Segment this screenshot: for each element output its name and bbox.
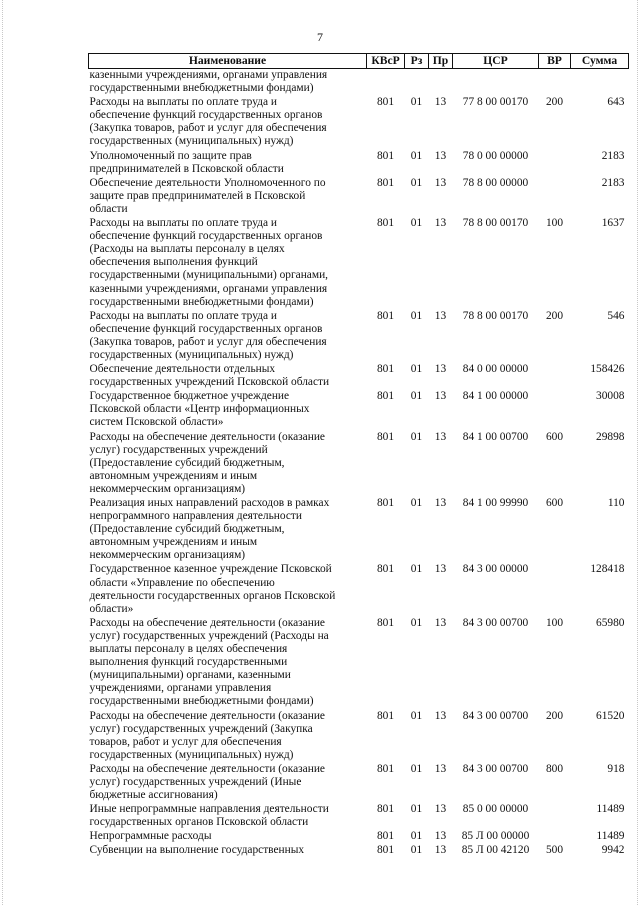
cell-rz: 01: [410, 96, 423, 109]
cell-sum: 30008: [596, 390, 625, 403]
table-row: [89, 617, 629, 710]
table-row: [89, 363, 629, 390]
cell-rz: 01: [410, 176, 423, 189]
cell-rz: 01: [410, 844, 423, 857]
cell-pr: 13: [434, 363, 447, 376]
page-number: 7: [317, 30, 323, 44]
cell-sum: 158426: [590, 363, 625, 376]
cell-pr: 13: [434, 844, 447, 857]
cell-kvsr: 801: [376, 830, 395, 843]
table-row: [89, 150, 629, 177]
cell-csr: 84 1 00 99990: [462, 497, 529, 509]
cell-kvsr: 801: [376, 762, 395, 775]
cell-sum: 1637: [601, 217, 625, 230]
cell-name: Расходы на выплаты по оплате труда и обеспечение функций государственных органов (Закупка товаров, работ и услуг для обеспечения государственных (муниципальных) нужд): [89, 309, 327, 361]
cell-csr: 84 3 00 00700: [462, 616, 529, 629]
cell-csr: 84 3 00 00700: [462, 762, 529, 775]
cell-rz: 01: [410, 563, 423, 576]
cell-rz: 01: [410, 830, 423, 843]
cell-vr: 200: [545, 709, 564, 722]
cell-name: Непрограммные расходы: [89, 830, 212, 843]
cell-csr: 84 1 00 00000: [462, 390, 529, 403]
budget-table: [88, 53, 629, 859]
cell-kvsr: 801: [376, 430, 395, 443]
table-row: [89, 497, 629, 563]
header-kvsr: КВсР: [367, 54, 405, 69]
header-rz: Рз: [405, 54, 429, 69]
table-row: [89, 563, 629, 616]
header-csr: ЦСР: [453, 54, 539, 69]
cell-rz: 01: [410, 390, 423, 403]
header-pr: Пр: [429, 54, 453, 69]
header-vr: ВР: [539, 54, 571, 69]
cell-pr: 13: [434, 390, 447, 403]
cell-name: Расходы на обеспечение деятельности (оказание услуг) государственных учреждений (Иные бюджетные ассигнования): [89, 762, 325, 802]
cell-vr: 800: [545, 762, 564, 775]
cell-rz: 01: [410, 430, 423, 443]
cell-name: Государственное казенное учреждение Псковской области «Управление по обеспечению деятельности государственных органов Псковской области»: [89, 563, 336, 615]
scan-edge-left: [2, 0, 3, 905]
cell-kvsr: 801: [376, 709, 395, 722]
cell-kvsr: 801: [376, 803, 395, 816]
cell-csr: 84 1 00 00700: [462, 430, 529, 443]
cell-name: Обеспечение деятельности отдельных государственных учреждений Псковской области: [89, 363, 330, 389]
cell-vr: [539, 69, 571, 97]
cell-kvsr: 801: [376, 844, 395, 857]
cell-pr: 13: [434, 176, 447, 189]
table-row: [89, 710, 629, 763]
cell-csr: 85 0 00 00000: [462, 803, 529, 816]
cell-sum: 2183: [601, 176, 625, 189]
cell-vr: 200: [545, 96, 564, 109]
table-row: [89, 217, 629, 310]
table-row: [89, 310, 629, 363]
cell-rz: [405, 69, 429, 97]
table-row: [89, 830, 629, 844]
cell-name: Уполномоченный по защите прав предпринимателей в Псковской области: [89, 149, 284, 175]
cell-vr: [539, 803, 571, 830]
cell-name: Государственное бюджетное учреждение Псковской области «Центр информационных систем Псковской области»: [89, 390, 310, 429]
cell-rz: 01: [410, 497, 423, 509]
table-row: [89, 763, 629, 803]
cell-kvsr: [367, 69, 405, 97]
header-name: Наименование: [89, 54, 367, 69]
cell-name: Расходы на обеспечение деятельности (оказание услуг) государственных учреждений (Расходы на выплаты персоналу в целях обеспечения выполнения функций государственными (муниципальными) органами, казенными учреждениями, органами управления государственными внебюджетными фондами): [89, 616, 329, 708]
cell-name: Обеспечение деятельности Уполномоченного по защите прав предпринимателей в Псковской области: [89, 176, 326, 215]
cell-pr: 13: [434, 762, 447, 775]
cell-sum: 546: [607, 309, 625, 322]
cell-sum: 110: [607, 497, 625, 509]
cell-name: казенными учреждениями, органами управления государственными внебюджетными фондами): [89, 69, 328, 95]
cell-vr: 600: [545, 430, 564, 443]
table-row: [89, 390, 629, 430]
cell-rz: 01: [410, 363, 423, 376]
header-sum: Сумма: [571, 54, 629, 69]
cell-pr: 13: [434, 149, 447, 162]
cell-pr: 13: [434, 430, 447, 443]
table-row: [89, 96, 629, 149]
cell-pr: 13: [434, 563, 447, 576]
table-row: [89, 177, 629, 217]
cell-csr: 78 8 00 00170: [462, 309, 529, 322]
table-row: [89, 431, 629, 497]
cell-name: Расходы на выплаты по оплате труда и обеспечение функций государственных органов (Закупка товаров, работ и услуг для обеспечения государственных (муниципальных) нужд): [89, 96, 327, 148]
cell-kvsr: 801: [376, 309, 395, 322]
cell-rz: 01: [410, 762, 423, 775]
cell-rz: 01: [410, 149, 423, 162]
cell-sum: 29898: [596, 430, 625, 443]
cell-kvsr: 801: [376, 96, 395, 109]
table-header-row: [89, 54, 629, 69]
cell-rz: 01: [410, 803, 423, 816]
cell-sum: 61520: [596, 709, 625, 722]
cell-rz: 01: [410, 309, 423, 322]
cell-kvsr: 801: [376, 176, 395, 189]
cell-sum: 918: [607, 762, 625, 775]
cell-csr: 78 8 00 00170: [462, 217, 529, 230]
cell-pr: [429, 69, 453, 97]
cell-sum: 643: [607, 96, 625, 109]
cell-vr: [539, 563, 571, 616]
cell-kvsr: 801: [376, 149, 395, 162]
cell-vr: [539, 150, 571, 177]
scan-edge-right: [637, 0, 638, 905]
cell-csr: 85 Л 00 42120: [461, 844, 530, 857]
cell-sum: 11489: [596, 830, 625, 843]
cell-pr: 13: [434, 803, 447, 816]
cell-csr: 78 0 00 00000: [462, 149, 529, 162]
cell-kvsr: 801: [376, 363, 395, 376]
cell-csr: 84 3 00 00000: [462, 563, 529, 576]
cell-vr: 200: [545, 309, 564, 322]
cell-name: Реализация иных направлений расходов в рамках непрограммного направления деятельности (Предоставление субсидий бюджетным, автономным учреждениям и иным некоммерческим организациям): [89, 497, 330, 562]
cell-kvsr: 801: [376, 390, 395, 403]
cell-sum: 128418: [590, 563, 625, 576]
table-body: [89, 69, 629, 859]
cell-pr: 13: [434, 96, 447, 109]
cell-vr: [539, 390, 571, 430]
table-row: [89, 803, 629, 830]
cell-pr: 13: [434, 217, 447, 230]
cell-pr: 13: [434, 616, 447, 629]
cell-csr: 84 3 00 00700: [462, 709, 529, 722]
cell-rz: 01: [410, 709, 423, 722]
cell-csr: 78 8 00 00000: [462, 176, 529, 189]
cell-vr: [539, 830, 571, 844]
cell-sum: 11489: [596, 803, 625, 816]
cell-name: Расходы на обеспечение деятельности (оказание услуг) государственных учреждений (Закупка товаров, работ и услуг для обеспечения государственных (муниципальных) нужд): [89, 709, 325, 761]
cell-vr: 600: [545, 497, 564, 509]
cell-rz: 01: [410, 616, 423, 629]
cell-csr: [453, 69, 539, 97]
cell-pr: 13: [434, 830, 447, 843]
cell-pr: 13: [434, 709, 447, 722]
cell-name: Расходы на выплаты по оплате труда и обеспечение функций государственных органов (Расходы на выплаты персоналу в целях обеспечения выполнения функций государственными (муниципальными) органами, казенными учреждениями, органами управления государственными внебюджетными фондами): [89, 217, 329, 308]
cell-vr: [539, 177, 571, 217]
cell-pr: 13: [434, 497, 447, 509]
cell-kvsr: 801: [376, 217, 395, 230]
cell-vr: [539, 363, 571, 390]
cell-csr: 77 8 00 00170: [462, 96, 529, 109]
cell-kvsr: 801: [376, 563, 395, 576]
cell-rz: 01: [410, 217, 423, 230]
cell-kvsr: 801: [376, 616, 395, 629]
cell-sum: 9942: [601, 844, 625, 857]
cell-csr: 85 Л 00 00000: [461, 830, 530, 843]
cell-csr: 84 0 00 00000: [462, 363, 529, 376]
cell-name: Субвенции на выполнение государственных: [89, 844, 305, 857]
table-row: [89, 844, 629, 858]
cell-vr: 100: [545, 616, 564, 629]
cell-name: Иные непрограммные направления деятельности государственных органов Псковской области: [89, 803, 329, 829]
table-row: [89, 69, 629, 97]
cell-sum: [571, 69, 629, 97]
cell-kvsr: 801: [376, 497, 395, 509]
cell-pr: 13: [434, 309, 447, 322]
cell-sum: 65980: [596, 616, 625, 629]
cell-vr: 500: [545, 844, 564, 857]
cell-sum: 2183: [601, 149, 625, 162]
table-header: [89, 54, 629, 69]
cell-vr: 100: [545, 217, 564, 230]
cell-name: Расходы на обеспечение деятельности (оказание услуг) государственных учреждений (Предоставление субсидий бюджетным, автономным учреждениям и иным некоммерческим организациям): [89, 430, 325, 495]
